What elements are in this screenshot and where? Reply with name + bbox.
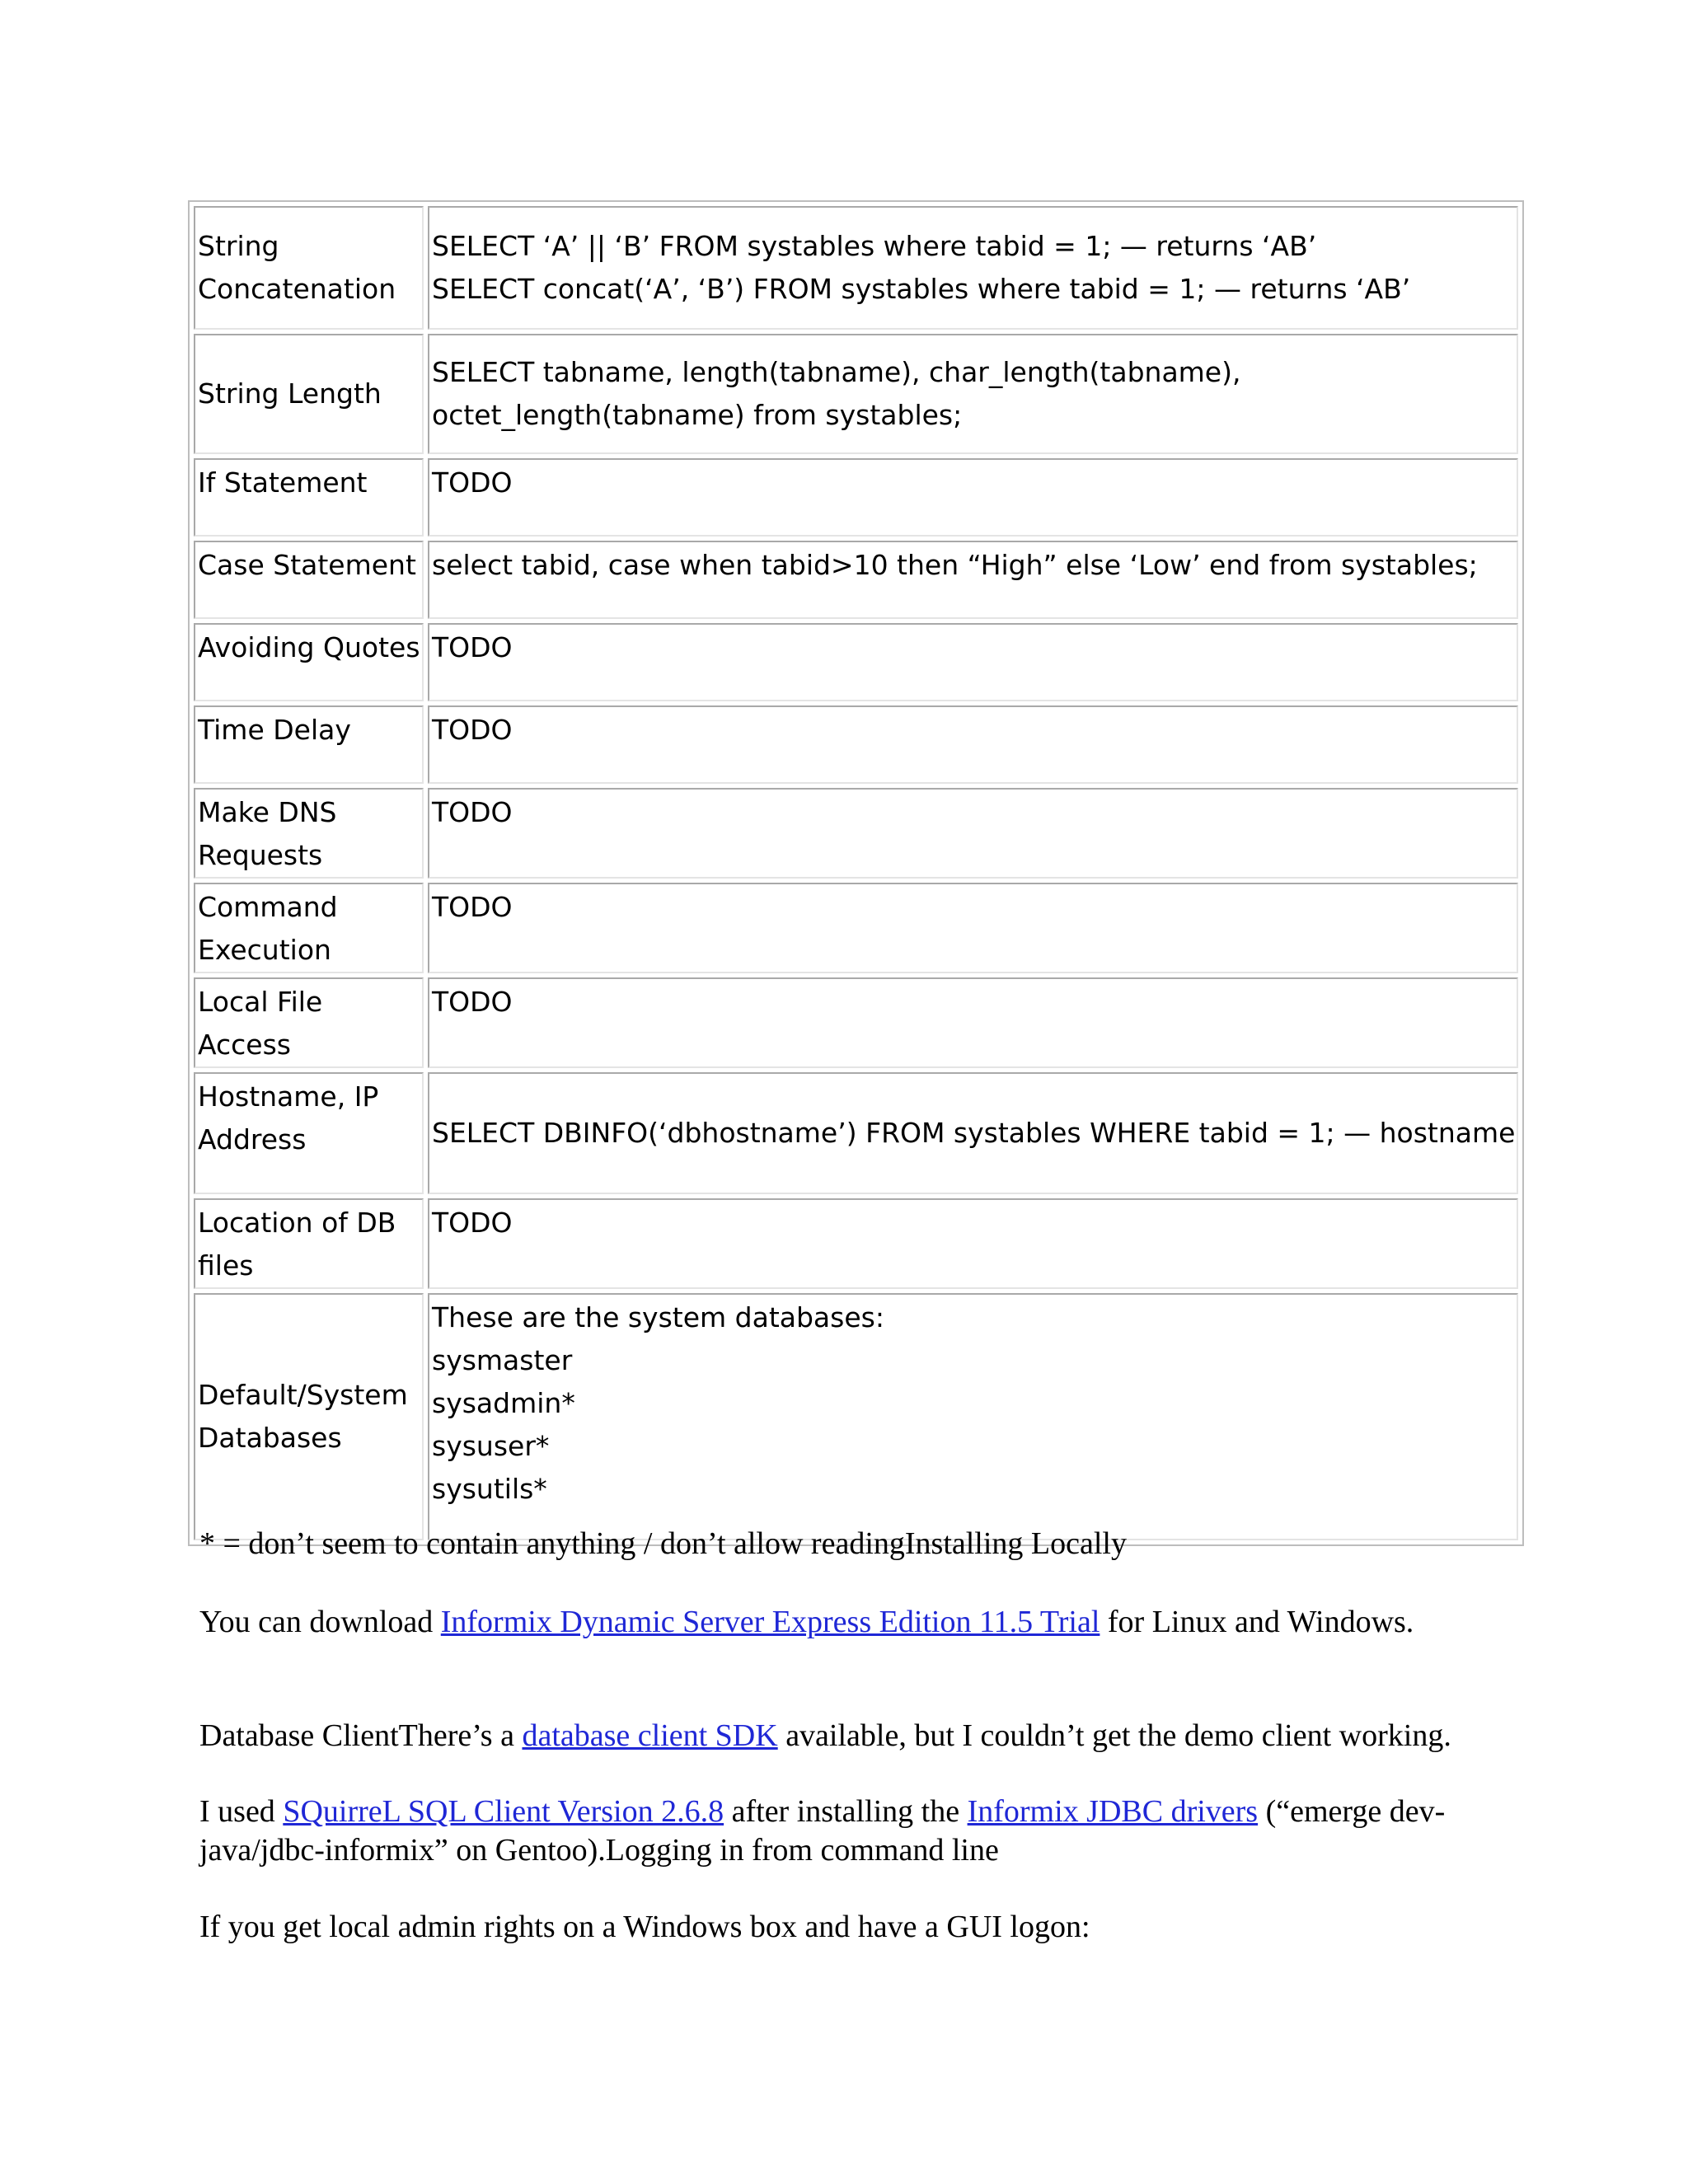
value-line: TODO (432, 796, 513, 828)
value-line: sysadmin* (432, 1387, 575, 1419)
table-row (194, 334, 1518, 454)
row-value (428, 458, 1518, 537)
value-line: SELECT concat(‘A’, ‘B’) FROM systables where tabid = 1; — returns ‘AB’ (432, 273, 1411, 305)
table-row (194, 1198, 1518, 1289)
squirrel-client-link[interactable]: SQuirreL SQL Client Version 2.6.8 (283, 1794, 724, 1829)
value-line: sysuser* (432, 1430, 550, 1462)
table-row (194, 206, 1518, 330)
value-line: TODO (432, 891, 513, 923)
row-label: Command Execution (194, 883, 424, 973)
value-line: sysmaster (432, 1344, 573, 1376)
table-row (194, 458, 1518, 537)
row-value (428, 334, 1518, 454)
table-row (194, 977, 1518, 1068)
row-label: String Concatenation (194, 206, 424, 330)
row-label: Time Delay (194, 705, 424, 784)
row-label: Case Statement (194, 541, 424, 619)
table-row (194, 541, 1518, 619)
client-paragraph: Database ClientThere’s a database client SDK available, but I couldn’t get the demo client working. (199, 1718, 1451, 1753)
row-label: Hostname, IP Address (194, 1072, 424, 1194)
row-value (428, 206, 1518, 330)
row-value (428, 977, 1518, 1068)
admin-paragraph: If you get local admin rights on a Windows box and have a GUI logon: (199, 1910, 1090, 1944)
jdbc-drivers-link[interactable]: Informix JDBC drivers (967, 1794, 1259, 1829)
value-line: TODO (432, 1207, 513, 1239)
row-value (428, 541, 1518, 619)
row-value (428, 705, 1518, 784)
value-line: TODO (432, 986, 513, 1018)
row-value (428, 623, 1518, 701)
table-row (194, 623, 1518, 701)
value-line: SELECT tabname, length(tabname), char_length(tabname), (432, 356, 1241, 388)
footnote: * = don’t seem to contain anything / don’t allow readingInstalling Locally (199, 1526, 1127, 1561)
row-label: String Length (194, 334, 424, 454)
row-label: Make DNS Requests (194, 788, 424, 879)
table-row (194, 883, 1518, 973)
value-line: TODO (432, 631, 513, 663)
row-value (428, 883, 1518, 973)
client-sdk-link[interactable]: database client SDK (522, 1718, 778, 1753)
value-line: octet_length(tabname) from systables; (432, 399, 963, 431)
row-label: Default/System Databases (194, 1293, 424, 1540)
table-row (194, 705, 1518, 784)
row-value (428, 1293, 1518, 1540)
value-line: select tabid, case when tabid>10 then “High” else ‘Low’ end from systables; (432, 549, 1478, 581)
row-value (428, 1198, 1518, 1289)
value-line: TODO (432, 466, 513, 499)
value-line: sysutils* (432, 1473, 547, 1505)
row-value (428, 788, 1518, 879)
table-row (194, 1072, 1518, 1194)
row-label: Location of DB files (194, 1198, 424, 1289)
value-line: SELECT ‘A’ || ‘B’ FROM systables where tabid = 1; — returns ‘AB’ (432, 230, 1317, 262)
table-row (194, 1293, 1518, 1540)
cheat-sheet-table (188, 200, 1524, 1546)
value-line: SELECT DBINFO(‘dbhostname’) FROM systables WHERE tabid = 1; — hostname (432, 1117, 1516, 1149)
row-label: If Statement (194, 458, 424, 537)
row-label: Avoiding Quotes (194, 623, 424, 701)
informix-trial-link[interactable]: Informix Dynamic Server Express Edition 11.5 Trial (440, 1605, 1100, 1639)
row-label: Local File Access (194, 977, 424, 1068)
value-line: TODO (432, 714, 513, 746)
row-value (428, 1072, 1518, 1194)
download-paragraph: You can download Informix Dynamic Server Express Edition 11.5 Trial for Linux and Windows. (199, 1605, 1414, 1639)
table-row (194, 788, 1518, 879)
value-line: These are the system databases: (432, 1301, 884, 1333)
squirrel-paragraph: I used SQuirreL SQL Client Version 2.6.8 after installing the Informix JDBC drivers (“emerge dev-java/jdbc-informix” on Gentoo).Logging in from command line (199, 1794, 1446, 1868)
